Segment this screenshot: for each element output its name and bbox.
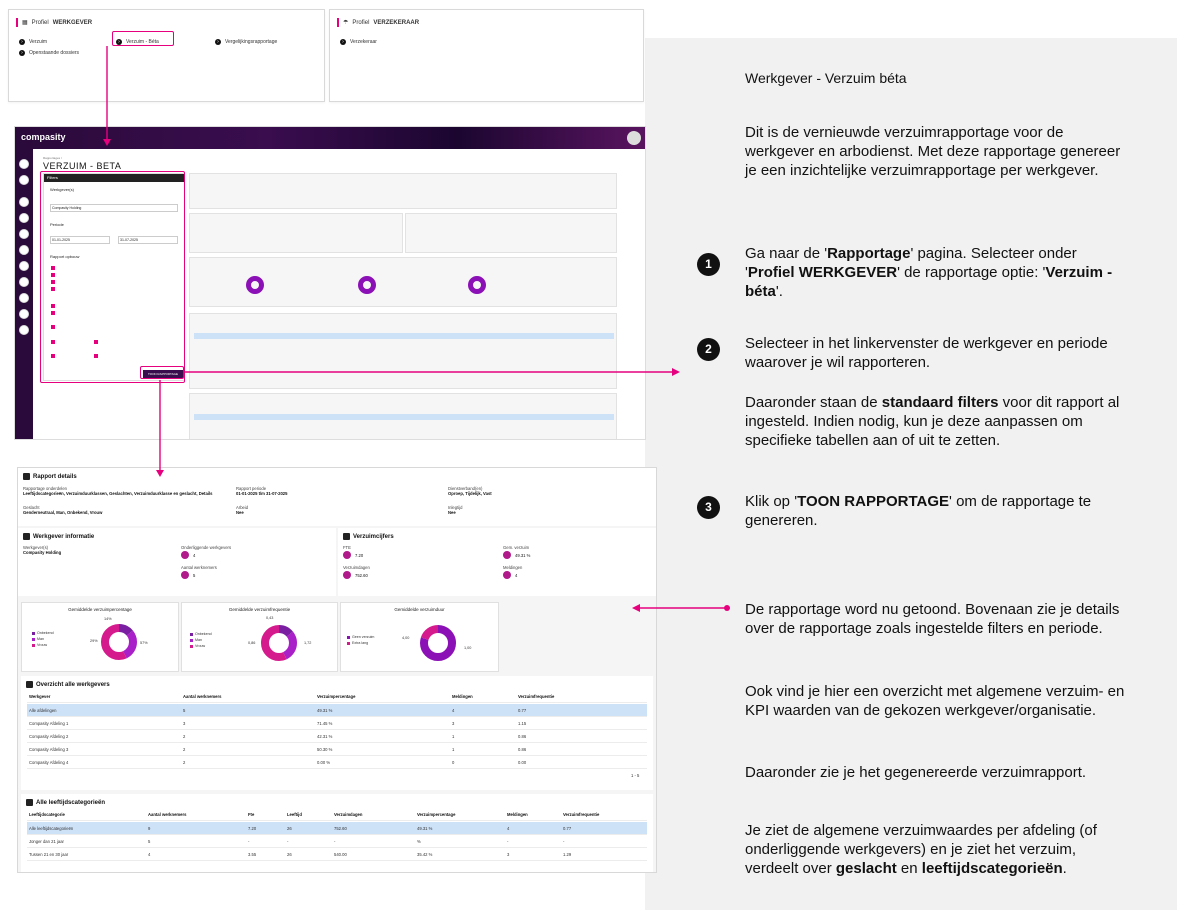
nav-icon[interactable] bbox=[19, 277, 29, 287]
donut-label: 29% bbox=[90, 639, 98, 643]
donut-chart bbox=[99, 622, 139, 662]
link-verzuim[interactable] bbox=[19, 39, 47, 45]
cell: 49.31 % bbox=[317, 708, 333, 713]
cell: 2 bbox=[183, 747, 186, 752]
step-2-filters-text: Daaronder staan de standaard filters voor dit rapport al ingesteld. Indien nodig, kun je deze aanpassen om specifieke tabellen aan of uit te zetten. bbox=[745, 394, 1120, 449]
link-label: Verzuim - Béta bbox=[126, 39, 159, 45]
table-row[interactable] bbox=[27, 848, 647, 861]
cell: Alle afdelingen bbox=[29, 708, 57, 713]
cell: 0.00 % bbox=[317, 760, 331, 765]
table-icon bbox=[26, 799, 33, 806]
fte-icon bbox=[343, 551, 351, 559]
cell: 7.20 bbox=[248, 826, 257, 831]
cell: 42.31 % bbox=[317, 734, 333, 739]
cell: 540.00 bbox=[334, 852, 347, 857]
rapport-opbouw-label: Rapport opbouw bbox=[50, 254, 80, 259]
cell: 0.86 bbox=[518, 734, 527, 739]
arrow-right-icon: › bbox=[116, 39, 122, 45]
profile-prefix: Profiel bbox=[352, 19, 370, 26]
chart-icon bbox=[343, 533, 350, 540]
link-label: Vergelijkingsrapportage bbox=[225, 39, 278, 45]
column-header[interactable]: Werkgever bbox=[29, 694, 51, 699]
toon-rapportage-button[interactable]: TOON RAPPORTAGE bbox=[143, 370, 183, 378]
instructions-intro: Dit is de vernieuwde verzuimrapportage voor de werkgever en arbodienst. Met deze rapportage genereer je een inzichtelijke verzuimrapportage per werkgever. bbox=[745, 124, 1121, 179]
link-openstaande-dossiers[interactable] bbox=[19, 50, 79, 56]
cell: 2 bbox=[183, 760, 186, 765]
field-value: Genderneutraal, Man, Onbekend, Vrouw bbox=[23, 510, 103, 515]
cell: 5 bbox=[148, 839, 151, 844]
chart-card-percentage bbox=[21, 602, 179, 672]
chart-title: Gemiddelde verzuimpercentage bbox=[68, 607, 132, 612]
accent-bar bbox=[16, 18, 18, 27]
overzicht-title bbox=[26, 681, 110, 688]
mini-donut-chart bbox=[468, 276, 486, 294]
periode-label: Periode bbox=[50, 222, 64, 227]
gem-verzuim-value: 49.31 % bbox=[515, 553, 531, 558]
table-row[interactable] bbox=[27, 743, 647, 756]
periode-tot-input[interactable]: 31-07-2025 bbox=[118, 236, 178, 244]
field-value: 01-01-2025 t/m 31-07-2025 bbox=[236, 491, 288, 496]
compasity-logo: compasity bbox=[21, 132, 66, 142]
legend-item: Geen verzuim bbox=[347, 635, 374, 639]
cell: 49.31 % bbox=[417, 826, 433, 831]
cell: 3 bbox=[452, 721, 455, 726]
gem-verzuim-label: Gem. verzuim bbox=[503, 545, 530, 550]
column-header[interactable]: Verzuimdagen bbox=[334, 812, 363, 817]
table-header-row bbox=[27, 808, 647, 821]
column-header[interactable]: Aantal werknemers bbox=[183, 694, 222, 699]
leeftijd-section bbox=[21, 794, 653, 872]
cell: Jonger dan 21 jaar bbox=[29, 839, 64, 844]
cell: 9 bbox=[148, 826, 151, 831]
table-row[interactable] bbox=[27, 835, 647, 848]
arrow-right-icon: › bbox=[215, 39, 221, 45]
verzekeraar-profile-card bbox=[329, 9, 644, 102]
column-header[interactable]: Verzuimfrequentie bbox=[518, 694, 555, 699]
nav-icon[interactable] bbox=[19, 245, 29, 255]
cell: 4 bbox=[148, 852, 151, 857]
field-value: Oproep, Tijdelijk, Vast bbox=[448, 491, 492, 496]
section-title-text: Overzicht alle werkgevers bbox=[36, 681, 110, 688]
field-label: Inlegtijd bbox=[448, 505, 463, 510]
section-title-text: Rapport details bbox=[33, 473, 77, 480]
donut-label: 57% bbox=[140, 641, 148, 645]
cell: 4 bbox=[507, 826, 510, 831]
werkgever-label: Werkgever(s) bbox=[50, 187, 74, 192]
cell: 26 bbox=[287, 852, 292, 857]
mini-rapport-details bbox=[189, 173, 617, 209]
cell: Compasity Afdeling 4 bbox=[29, 760, 69, 765]
step-2-badge: 2 bbox=[697, 338, 720, 361]
column-header[interactable]: Aantal werknemers bbox=[148, 812, 187, 817]
table-row[interactable] bbox=[27, 717, 647, 730]
app-sidebar bbox=[15, 149, 33, 440]
company-icon bbox=[181, 551, 189, 559]
mini-werkgever-info bbox=[189, 213, 403, 253]
mini-verzuimcijfers bbox=[405, 213, 617, 253]
meldingen-label: Meldingen bbox=[503, 565, 523, 570]
legend-item: Man bbox=[190, 638, 202, 642]
cell: 0.77 bbox=[563, 826, 572, 831]
step-1-text: Ga naar de 'Rapportage' pagina. Selecteer onder 'Profiel WERKGEVER' de rapportage optie: 'Verzuim - béta'. bbox=[745, 245, 1113, 300]
column-header[interactable]: Verzuimpercentage bbox=[317, 694, 356, 699]
link-vergelijkingsrapportage[interactable] bbox=[215, 39, 277, 45]
arrow-right-icon: › bbox=[19, 39, 25, 45]
cell: 752.60 bbox=[334, 826, 347, 831]
cell: % bbox=[417, 839, 421, 844]
rapport-details-title bbox=[23, 473, 77, 480]
profile-name: VERZEKERAAR bbox=[373, 19, 420, 26]
field-value: Nee bbox=[236, 510, 244, 515]
fte-value: 7.20 bbox=[355, 553, 364, 558]
field-value: Leeftijdscategorieën, Verzuimduurklassen, Geslachten, Verzuimduurklasse en geslacht, Details bbox=[23, 491, 213, 496]
overzicht-table bbox=[27, 690, 647, 780]
mini-overzicht-table bbox=[189, 313, 617, 389]
nav-icon[interactable] bbox=[19, 213, 29, 223]
result-text-1: De rapportage word nu getoond. Bovenaan zie je details over de rapportage zoals ingestelde filters en periode. bbox=[745, 601, 1120, 637]
rapport-details-section bbox=[18, 468, 656, 526]
arrow-right-icon: › bbox=[19, 50, 25, 56]
column-header[interactable]: Leeftijdscategorie bbox=[29, 812, 65, 817]
cell: 50.30 % bbox=[317, 747, 333, 752]
cell: Compasity Afdeling 2 bbox=[29, 734, 69, 739]
nav-icon[interactable] bbox=[19, 159, 29, 169]
cell: 3.55 bbox=[248, 852, 257, 857]
legend-item: Onbekend bbox=[190, 632, 212, 636]
werkgever-label: Werkgever(s) bbox=[23, 545, 49, 550]
nav-icon[interactable] bbox=[19, 197, 29, 207]
nav-icon[interactable] bbox=[19, 309, 29, 319]
cell: - bbox=[563, 839, 565, 844]
section-title-text: Alle leeftijdscategorieën bbox=[36, 799, 106, 806]
pagination-label: 1 - 5 bbox=[631, 773, 640, 778]
chart-card-duur bbox=[340, 602, 499, 672]
overzicht-section bbox=[21, 676, 653, 790]
donut-chart bbox=[259, 623, 299, 663]
table-row[interactable] bbox=[27, 822, 647, 835]
table-row[interactable] bbox=[27, 730, 647, 743]
bell-icon bbox=[503, 571, 511, 579]
column-header[interactable]: Leeftijd bbox=[287, 812, 302, 817]
cell: 1.15 bbox=[518, 721, 527, 726]
chart-title: Gemiddelde verzuimfrequentie bbox=[228, 607, 291, 612]
donut-label: 0,43 bbox=[266, 616, 274, 620]
column-header[interactable]: Meldingen bbox=[452, 694, 473, 699]
donut-chart bbox=[418, 623, 458, 663]
cell: 26 bbox=[287, 826, 292, 831]
nav-icon[interactable] bbox=[19, 261, 29, 271]
field-label: Arbeid bbox=[236, 505, 249, 510]
legend-item: Man bbox=[32, 637, 44, 641]
aantal-label: Aantal werknemers bbox=[181, 565, 217, 570]
field-label: Geslacht bbox=[23, 505, 40, 510]
field-value: Nee bbox=[448, 510, 456, 515]
legend-item: Extra lang bbox=[347, 641, 368, 645]
nav-icon[interactable] bbox=[19, 175, 29, 185]
donut-label: 14% bbox=[104, 617, 112, 621]
cell: - bbox=[248, 839, 250, 844]
donut-label: 4,00 bbox=[402, 636, 410, 640]
column-header[interactable]: Meldingen bbox=[507, 812, 528, 817]
werkgever-value: Compasity Holding bbox=[23, 550, 62, 555]
donut-label: 1,00 bbox=[464, 646, 472, 650]
step-1-badge: 1 bbox=[697, 253, 720, 276]
people-icon bbox=[181, 571, 189, 579]
verzuimdagen-label: Verzuimdagen bbox=[343, 565, 370, 570]
cell: 0.86 bbox=[518, 747, 527, 752]
donut-label: 0,86 bbox=[248, 641, 256, 645]
result-text-4: Je ziet de algemene verzuimwaardes per afdeling (of onderliggende werkgevers) en je ziet het verzuim, verdeelt over geslacht en leeftijdscategorieën. bbox=[745, 822, 1097, 877]
user-avatar[interactable] bbox=[627, 131, 641, 145]
onderliggende-value: 4 bbox=[193, 553, 196, 558]
werkgever-info-title bbox=[23, 533, 94, 540]
legend-item: Vrouw bbox=[32, 643, 47, 647]
percent-icon bbox=[503, 551, 511, 559]
building-icon: ▦ bbox=[22, 20, 28, 26]
werkgever-info-section bbox=[18, 528, 336, 596]
cell: 2 bbox=[183, 734, 186, 739]
breadcrumb[interactable]: Rapportages / bbox=[43, 156, 62, 160]
profile-name: WERKGEVER bbox=[52, 19, 93, 26]
cell: - bbox=[287, 839, 289, 844]
mini-leeftijd-table bbox=[189, 393, 617, 440]
profile-prefix: Profiel bbox=[31, 19, 49, 26]
leeftijd-title bbox=[26, 799, 105, 806]
page-title: VERZUIM - BETA bbox=[43, 161, 122, 171]
werkgever-profile-card bbox=[8, 9, 325, 102]
column-header[interactable]: Verzuimfrequentie bbox=[563, 812, 600, 817]
accent-bar bbox=[337, 18, 339, 27]
umbrella-icon: ☂ bbox=[343, 20, 349, 26]
step-3-text: Klik op 'TOON RAPPORTAGE' om de rapportage te genereren. bbox=[745, 493, 1092, 529]
cell: 1.29 bbox=[563, 852, 572, 857]
table-row[interactable] bbox=[27, 704, 647, 717]
column-header[interactable]: Fte bbox=[248, 812, 255, 817]
filters-header: Filters bbox=[44, 174, 184, 182]
meldingen-value: 4 bbox=[515, 573, 518, 578]
report-detail bbox=[17, 467, 657, 873]
mini-charts bbox=[189, 257, 617, 307]
field-label: Rapportage onderdelen bbox=[23, 486, 68, 491]
cell: 71.45 % bbox=[317, 721, 333, 726]
cell: Alle leeftijdscategorieën bbox=[29, 826, 74, 831]
werkgever-card-header bbox=[16, 18, 92, 27]
mini-donut-chart bbox=[246, 276, 264, 294]
cell: Compasity Afdeling 1 bbox=[29, 721, 69, 726]
app-topbar bbox=[15, 127, 646, 149]
link-label: Verzekeraar bbox=[350, 39, 377, 45]
werkgever-select[interactable]: Compasity Holding bbox=[50, 204, 178, 212]
toon-button-highlight bbox=[140, 366, 184, 379]
verzuimdagen-value: 752.60 bbox=[355, 573, 368, 578]
cell: 0.00 bbox=[518, 760, 527, 765]
mini-donut-chart bbox=[358, 276, 376, 294]
fte-label: FTE bbox=[343, 545, 351, 550]
donut-label: 1,72 bbox=[304, 641, 312, 645]
link-verzekeraar[interactable] bbox=[340, 39, 377, 45]
cell: 0 bbox=[452, 760, 455, 765]
cell: 3 bbox=[507, 852, 510, 857]
chart-card-frequentie bbox=[181, 602, 338, 672]
verzekeraar-card-header bbox=[337, 18, 419, 27]
filters-highlight bbox=[40, 171, 185, 383]
cell: 5 bbox=[183, 708, 186, 713]
verzuimcijfers-section bbox=[338, 528, 656, 596]
step-3-badge: 3 bbox=[697, 496, 720, 519]
cell: 1 bbox=[452, 734, 455, 739]
instructions-title: Werkgever - Verzuim béta bbox=[745, 70, 907, 86]
section-title-text: Verzuimcijfers bbox=[353, 533, 394, 540]
cell: 4 bbox=[452, 708, 455, 713]
cell: - bbox=[334, 839, 336, 844]
mini-selected-row bbox=[194, 333, 614, 339]
leeftijd-table bbox=[27, 808, 647, 868]
cell: 0.77 bbox=[518, 708, 527, 713]
cell: Compasity Afdeling 3 bbox=[29, 747, 69, 752]
link-label: Openstaande dossiers bbox=[29, 50, 80, 56]
cell: 35.42 % bbox=[417, 852, 433, 857]
column-header[interactable]: Verzuimpercentage bbox=[417, 812, 456, 817]
table-header-row bbox=[27, 690, 647, 703]
link-label: Verzuim bbox=[29, 39, 48, 45]
nav-icon[interactable] bbox=[19, 229, 29, 239]
nav-icon[interactable] bbox=[19, 325, 29, 335]
onderliggende-label: Onderliggende werkgevers bbox=[181, 545, 232, 550]
chart-title: Gemiddelde verzuimduur bbox=[394, 607, 445, 612]
table-icon bbox=[26, 681, 33, 688]
section-title-text: Werkgever informatie bbox=[33, 533, 95, 540]
field-label: Dienstverband(en) bbox=[448, 486, 483, 491]
cell: 1 bbox=[452, 747, 455, 752]
field-label: Rapport periode bbox=[236, 486, 267, 491]
table-row[interactable] bbox=[27, 756, 647, 769]
cell: 3 bbox=[183, 721, 186, 726]
calendar-icon bbox=[343, 571, 351, 579]
cell: Tussen 21 en 30 jaar bbox=[29, 852, 69, 857]
legend-item: Onbekend bbox=[32, 631, 54, 635]
step-2-text: Selecteer in het linkervenster de werkgever en periode waarover je wil rapporteren. bbox=[745, 335, 1108, 371]
periode-van-input[interactable]: 01-01-2025 bbox=[50, 236, 110, 244]
verzuimcijfers-title bbox=[343, 533, 394, 540]
report-icon bbox=[23, 473, 30, 480]
result-text-3: Daaronder zie je het gegenereerde verzuimrapport. bbox=[745, 764, 1087, 781]
legend-item: Vrouw bbox=[190, 644, 205, 648]
aantal-value: 5 bbox=[193, 573, 196, 578]
nav-icon[interactable] bbox=[19, 293, 29, 303]
building-icon bbox=[23, 533, 30, 540]
arrow-right-icon: › bbox=[340, 39, 346, 45]
result-text-2: Ook vind je hier een overzicht met algemene verzuim- en KPI waarden van de gekozen werkgever/organisatie. bbox=[745, 683, 1125, 719]
mini-selected-row bbox=[194, 414, 614, 420]
verzuim-beta-highlight bbox=[112, 31, 174, 46]
cell: - bbox=[507, 839, 509, 844]
